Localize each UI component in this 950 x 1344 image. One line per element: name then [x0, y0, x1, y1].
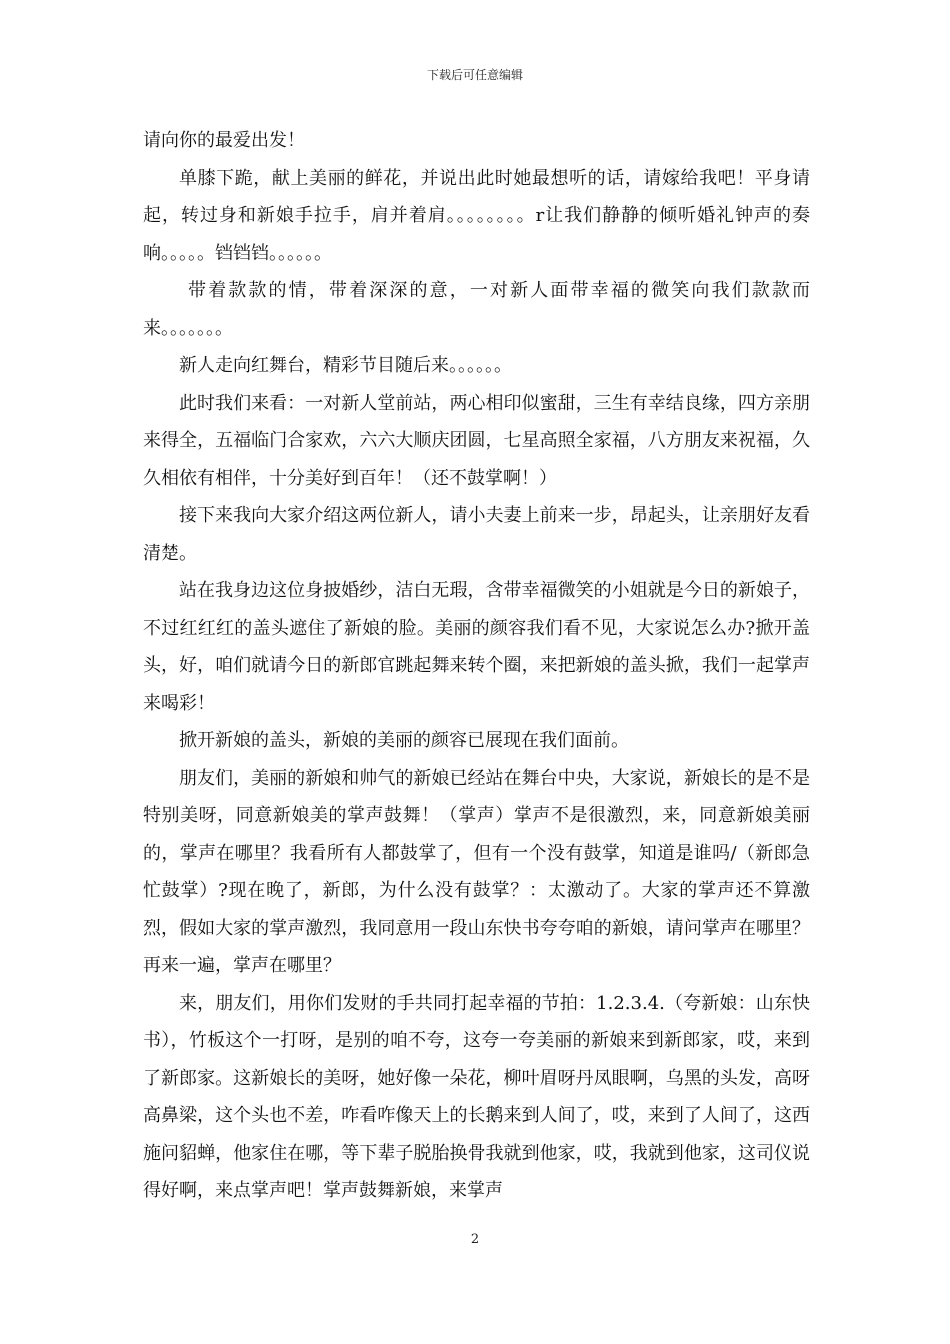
page-number: 2: [470, 1232, 480, 1247]
document-body: [143, 122, 810, 1210]
paragraph: 带着款款的情，带着深深的意，一对新人面带幸福的微笑向我们款款而来。。。。。。。: [143, 280, 810, 339]
paragraph: 朋友们，美丽的新娘和帅气的新娘已经站在舞台中央，大家说，新娘长的是不是特别美呀，同意新娘美的掌声鼓舞！（掌声）掌声不是很激烈，来，同意新娘美丽的，掌声在哪里？我看所有人都鼓掌了，但有一个没有鼓掌，知道是谁吗/（新郎急忙鼓掌）?现在晚了，新郎，为什么没有鼓掌？：太激动了。大家的掌声还不算激烈，假如大家的掌声激烈，我同意用一段山东快书夸夸咱的新娘，请问掌声在哪里？再来一遍，掌声在哪里？: [143, 767, 810, 976]
page-header: 下载后可任意编辑: [426, 68, 523, 82]
paragraph: 接下来我向大家介绍这两位新人，请小夫妻上前来一步，昂起头，让亲朋好友看清楚。: [143, 505, 810, 564]
paragraph: 单膝下跪，献上美丽的鲜花，并说出此时她最想听的话，请嫁给我吧！平身请起，转过身和新娘手拉手，肩并着肩。。。。。。。。r让我们静静的倾听婚礼钟声的奏响。。。。。铛铛铛。。。。。。: [143, 167, 810, 264]
paragraph: 请向你的最爱出发！: [143, 130, 305, 151]
paragraph: 站在我身边这位身披婚纱，洁白无瑕，含带幸福微笑的小姐就是今日的新娘子，不过红红红的盖头遮住了新娘的脸。美丽的颜容我们看不见，大家说怎么办?掀开盖头，好，咱们就请今日的新郎官跳起舞来转个圈，来把新娘的盖头掀，我们一起掌声来喝彩！: [143, 580, 810, 714]
paragraph: 掀开新娘的盖头，新娘的美丽的颜容已展现在我们面前。: [179, 730, 629, 751]
paragraph: 此时我们来看：一对新人堂前站，两心相印似蜜甜，三生有幸结良缘，四方亲朋来得全，五福临门合家欢，六六大顺庆团圆，七星高照全家福，八方朋友来祝福，久久相依有相伴，十分美好到百年！（还不鼓掌啊！）: [143, 392, 810, 489]
paragraph: 来，朋友们，用你们发财的手共同打起幸福的节拍：1.2.3.4.（夸新娘：山东快书），竹板这个一打呀，是别的咱不夸，这夸一夸美丽的新娘来到新郎家，哎，来到了新郎家。这新娘长的美呀，她好像一朵花，柳叶眉呀丹凤眼啊，乌黑的头发，高呀高鼻梁，这个头也不差，咋看咋像天上的长鹅来到人间了，哎，来到了人间了，这西施问貂蝉，他家住在哪，等下辈子脱胎换骨我就到他家，哎，我就到他家，这司仪说得好啊，来点掌声吧！掌声鼓舞新娘，来掌声: [143, 992, 810, 1201]
paragraph: 新人走向红舞台，精彩节目随后来。。。。。。: [179, 355, 512, 376]
